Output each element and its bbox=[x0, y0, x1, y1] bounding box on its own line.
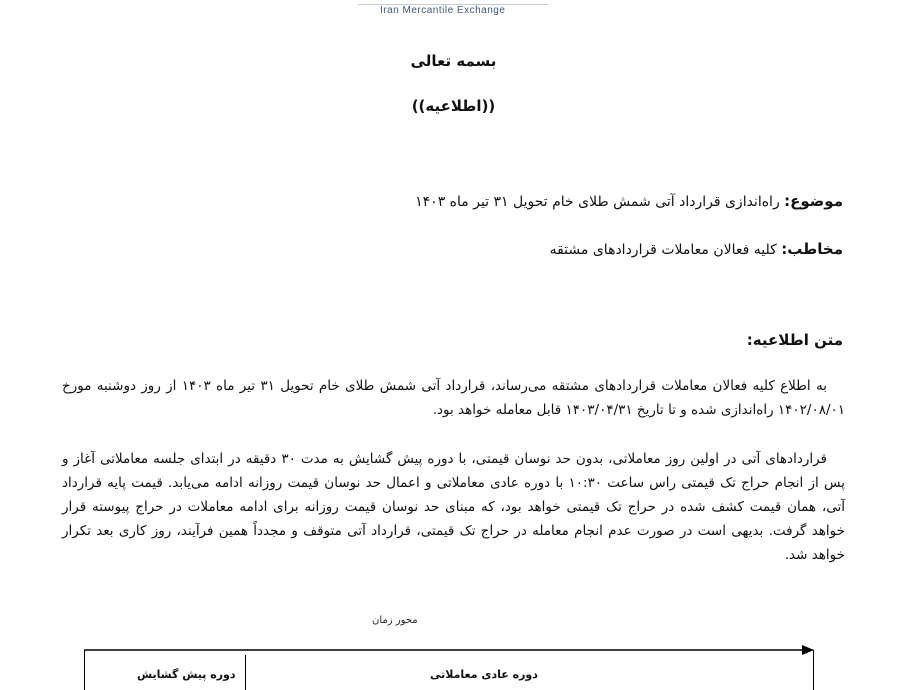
addressee-value: کلیه فعالان معاملات قراردادهای مشتقه bbox=[549, 242, 782, 258]
bismillah-heading: بسمه تعالی bbox=[410, 52, 497, 70]
subject-label: موضوع: bbox=[784, 192, 843, 210]
body-paragraph-1: به اطلاع کلیه فعالان معاملات قراردادهای مشتقه می‌رساند، قرارداد آتی شمش طلای خام تحویل ۳۱ تیر ماه ۱۴۰۳ از روز دوشنبه مورخ ۱۴۰۲/۰۸/۰۱ راه‌اندازی شده و تا تاریخ ۱۴۰۳/۰۴/۳۱ قابل معامله خواهد بود. bbox=[62, 378, 845, 418]
subject-line bbox=[415, 192, 843, 210]
addressee-line bbox=[550, 240, 843, 258]
phase-normal-trading-label: دوره عادی معاملاتی bbox=[430, 668, 538, 681]
phase-pre-opening-label: دوره پیش گشایش bbox=[137, 668, 236, 681]
time-axis-label: محور زمان bbox=[372, 615, 418, 626]
notice-title: ((اطلاعیه)) bbox=[411, 97, 496, 115]
subject-value: راه‌اندازی قرارداد آتی شمش طلای خام تحویل ۳۱ تیر ماه ۱۴۰۳ bbox=[415, 194, 785, 210]
body-heading: متن اطلاعیه: bbox=[746, 331, 843, 349]
addressee-label: مخاطب: bbox=[781, 240, 843, 258]
logo-text: Iran Mercantile Exchange bbox=[380, 5, 506, 16]
body-paragraph-2: قراردادهای آتی در اولین روز معاملاتی، بدون حد نوسان قیمتی، با دوره پیش گشایش به مدت ۳۰ دقیقه در ابتدای جلسه معاملاتی آغاز و پس از انجام حراج تک قیمتی راس ساعت ۱۰:۳۰ با دوره عادی معاملاتی و اعمال حد نوسان قیمت روزانه ادامه می‌یابد. قیمت پایه قرارداد آتی، همان قیمت کشف شده در حراج تک قیمتی خواهد بود، که مبنای حد نوسان قیمت روزانه برای ادامه معاملات در حراج پیوسته قرار خواهد گرفت. بدیهی است در صورت عدم انجام معامله در حراج تک قیمتی، قرارداد آتی متوقف و مجدداً همین فرآیند، روز کاری بعد تکرار خواهد شد. bbox=[62, 451, 845, 563]
phase-divider bbox=[245, 655, 246, 690]
exchange-logo bbox=[340, 0, 560, 24]
